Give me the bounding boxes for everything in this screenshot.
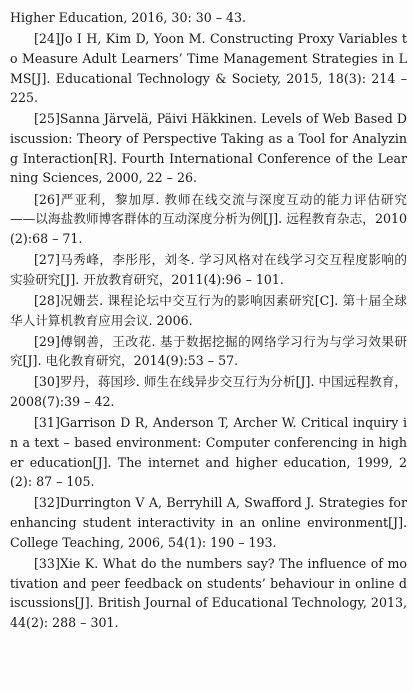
reference-32: [32]Durrington V A, Berryhill A, Swafford J. Strategies for enhancing student interactivity in an online environment[J]. College Teaching, 2006, 54(1): 190 – 193. — [10, 495, 407, 550]
reference-33: [33]Xie K. What do the numbers say? The influence of motivation and peer feedback on students’ behaviour in online discussions[J]. British Journal of Educational Technology, 2013, 44(2): 288 – 301. — [10, 555, 407, 630]
reference-continuation: Higher Education, 2016, 30: 30 – 43. — [10, 10, 247, 25]
reference-26: [26]严亚利，黎加厚. 教师在线交流与深度互动的能力评估研究——以海盐教师博客群体的互动深度分析为例[J]. 远程教育杂志，2010(2):68 – 71. — [10, 191, 407, 246]
reference-27: [27]马秀峰，李彤彤，刘冬. 学习风格对在线学习交互程度影响的实验研究[J]. 开放教育研究，2011(4):96 – 101. — [10, 252, 407, 287]
reference-30: [30]罗丹，蒋国珍. 师生在线异步交互行为分析[J]. 中国远程教育，2008(7):39 – 42. — [10, 374, 407, 410]
reference-29: [29]傅钢善，王改花. 基于数据挖掘的网络学习行为与学习效果研究[J]. 电化教育研究，2014(9):53 – 57. — [10, 333, 407, 369]
reference-24: [24]Jo I H, Kim D, Yoon M. Constructing Proxy Variables to Measure Adult Learners’ Time Management Strategies in LMS[J]. Educational Technology & Society, 2015, 18(3): 214 – 225. — [10, 31, 407, 106]
reference-25: [25]Sanna Järvelä, Päivi Häkkinen. Levels of Web Based Discussion: Theory of Perspective Taking as a Tool for Analyzing Interaction[R]. Fourth International Conference of the Learning Sciences, 2000, 22 – 26. — [10, 111, 407, 186]
reference-28: [28]况姗芸. 课程论坛中交互行为的影响因素研究[C]. 第十届全球华人计算机教育应用会议. 2006. — [10, 292, 407, 328]
reference-31: [31]Garrison D R, Anderson T, Archer W. Critical inquiry in a text – based environment: Computer conferencing in higher education[J]. The internet and higher education, 1999, 2(2): 87 – 105. — [10, 415, 407, 490]
reference-list — [10, 8, 407, 634]
